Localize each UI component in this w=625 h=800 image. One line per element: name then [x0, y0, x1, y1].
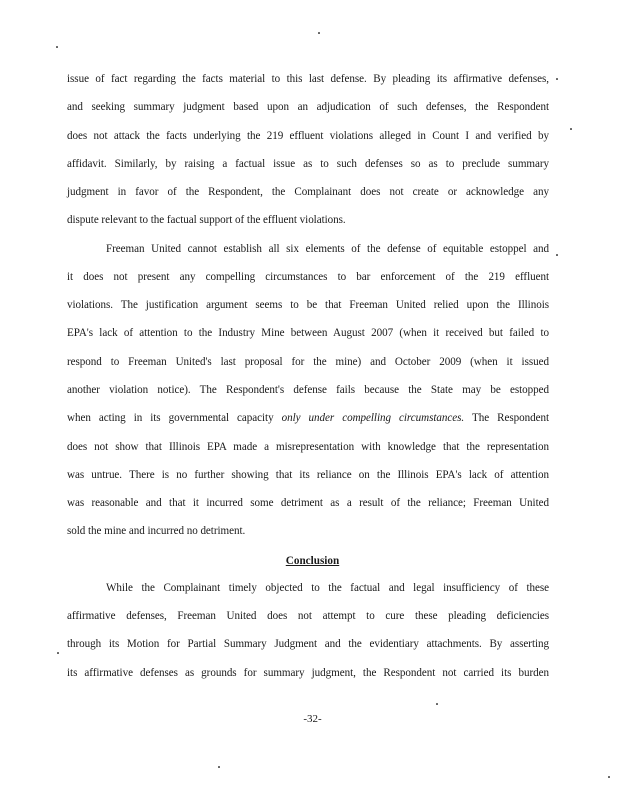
body-line: dispute relevant to the factual support of the effluent violations. [67, 214, 346, 226]
body-line: violations. The justification argument seems to be that Freeman United relied upon the Illinois [67, 299, 549, 311]
body-line: another violation notice). The Respondent's defense fails because the State may be estopped [67, 384, 549, 396]
body-line: While the Complainant timely objected to the factual and legal insufficiency of these [106, 582, 549, 594]
scan-speck [608, 776, 610, 778]
body-line: issue of fact regarding the facts material to this last defense. By pleading its affirmative defenses, [67, 73, 549, 85]
scan-speck [570, 128, 572, 130]
body-line: affirmative defenses, Freeman United does not attempt to cure these pleading deficiencies [67, 610, 549, 622]
italic-emphasis: only under compelling circumstances. [281, 412, 465, 424]
scan-speck [56, 46, 58, 48]
scan-speck [318, 32, 320, 34]
body-line: its affirmative defenses as grounds for summary judgment, the Respondent not carried its burden [67, 667, 549, 679]
body-text: when acting in its governmental capacity [67, 412, 282, 424]
body-line: respond to Freeman United's last proposal for the mine) and October 2009 (when it issued [67, 356, 549, 368]
section-heading: Conclusion [285, 555, 340, 567]
body-line: EPA's lack of attention to the Industry Mine between August 2007 (when it received but failed to [67, 327, 549, 339]
body-line: was untrue. There is no further showing that its reliance on the Illinois EPA's lack of attention [67, 469, 549, 481]
body-line: and seeking summary judgment based upon an adjudication of such defenses, the Respondent [67, 101, 549, 113]
scan-speck [57, 652, 59, 654]
scan-speck [556, 78, 558, 80]
scan-speck [218, 766, 220, 768]
body-line: affidavit. Similarly, by raising a factual issue as to such defenses so as to preclude summary [67, 158, 549, 170]
body-line: does not attack the facts underlying the 219 effluent violations alleged in Count I and verified by [67, 130, 549, 142]
body-line: does not show that Illinois EPA made a misrepresentation with knowledge that the representation [67, 441, 549, 453]
body-text: The Respondent [464, 412, 549, 424]
body-line: sold the mine and incurred no detriment. [67, 525, 246, 537]
body-line: was reasonable and that it incurred some detriment as a result of the reliance; Freeman United [67, 497, 549, 509]
body-line: Freeman United cannot establish all six elements of the defense of equitable estoppel and [106, 243, 549, 255]
body-line-italic [67, 411, 549, 425]
body-line: it does not present any compelling circumstances to bar enforcement of the 219 effluent [67, 271, 549, 283]
body-line: through its Motion for Partial Summary Judgment and the evidentiary attachments. By asserting [67, 638, 549, 650]
scan-speck [436, 703, 438, 705]
page-number: -32- [303, 713, 322, 725]
body-line: judgment in favor of the Respondent, the Complainant does not create or acknowledge any [67, 186, 549, 198]
scan-speck [556, 254, 558, 256]
